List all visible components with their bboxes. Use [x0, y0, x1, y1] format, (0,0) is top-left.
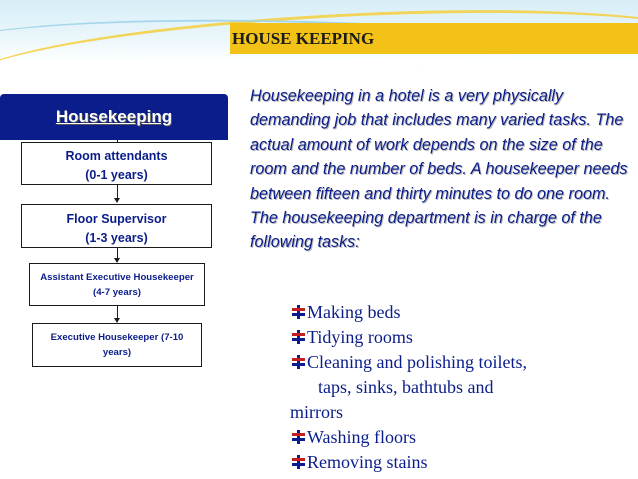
role-experience: (1-3 years) [85, 231, 148, 245]
task-text: Removing stains [307, 452, 428, 472]
slide-title-text: HOUSE KEEPING [232, 29, 375, 48]
bullet-icon [290, 305, 306, 319]
list-item [290, 450, 635, 475]
role-title: Assistant Executive Housekeeper [40, 272, 194, 283]
list-item [290, 325, 635, 350]
bullet-icon [290, 330, 306, 344]
task-text: Washing floors [307, 427, 417, 447]
slide-title [230, 23, 638, 54]
role-title: Executive Housekeeper (7-10 [50, 332, 184, 343]
org-chart-header-label: Housekeeping [55, 107, 173, 126]
list-item [290, 300, 635, 325]
list-item-continuation [290, 400, 635, 425]
list-item-continuation [290, 375, 635, 400]
bullet-icon [290, 430, 306, 444]
task-list [290, 300, 635, 475]
description-paragraph: Housekeeping in a hotel is a very physically demanding job that includes many varied tasks. The actual amount of work depends on the size of the room and the number of beds. A housekeeper needs between fifteen and thirty minutes to do one room. The housekeeping department is in charge of the following tasks: [250, 87, 628, 252]
bullet-icon [290, 355, 306, 369]
task-text: Tidying rooms [307, 327, 413, 347]
list-item [290, 350, 635, 375]
task-text: taps, sinks, bathtubs and [318, 377, 494, 397]
bullet-icon [290, 455, 306, 469]
role-title: Room attendants [65, 149, 168, 163]
role-title: Floor Supervisor [66, 212, 167, 226]
task-text: mirrors [290, 402, 343, 422]
task-text: Making beds [307, 302, 401, 322]
org-box-executive-housekeeper [32, 323, 202, 367]
org-box-floor-supervisor [21, 204, 212, 248]
role-experience: (4-7 years) [93, 287, 141, 298]
list-item [290, 425, 635, 450]
task-text: Cleaning and polishing toilets, [307, 352, 527, 372]
role-experience: (0-1 years) [85, 168, 148, 182]
org-chart-header [0, 94, 228, 140]
title-bar [230, 23, 638, 54]
connector-line [117, 185, 118, 199]
org-box-room-attendants [21, 142, 212, 185]
org-box-assistant-executive-housekeeper [29, 263, 205, 306]
role-experience: years) [102, 347, 132, 358]
connector-arrow [114, 198, 120, 203]
